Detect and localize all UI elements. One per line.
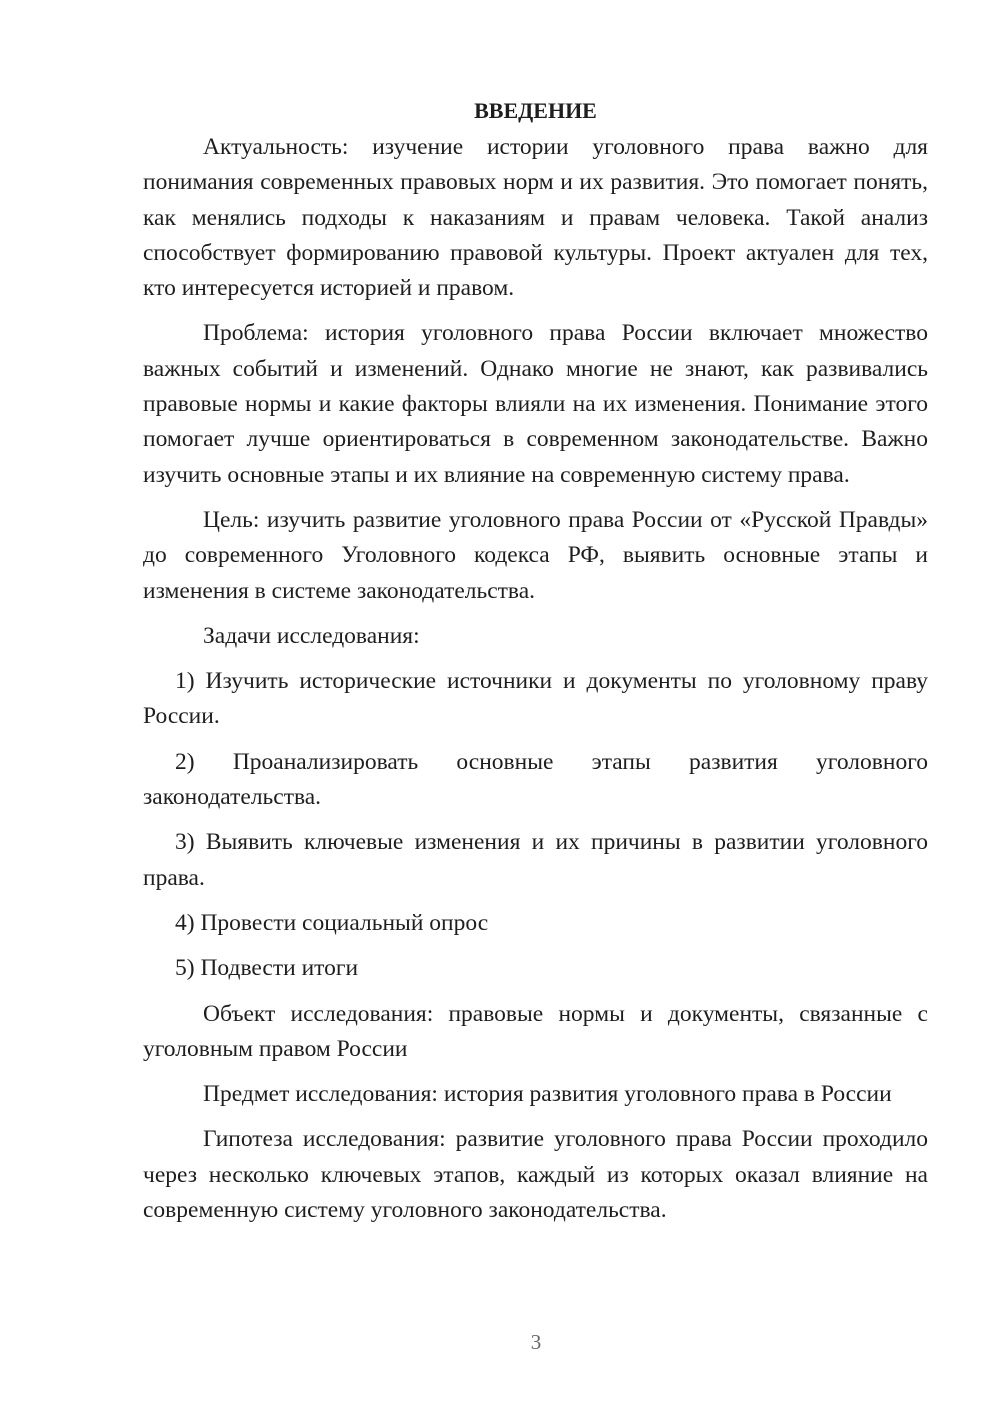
paragraph-subject: Предмет исследования: история развития уголовного права в России	[203, 1081, 892, 1108]
list-item-task-2: 2) Проанализировать основные этапы развития уголовного законодательства.	[143, 748, 928, 811]
list-item-task-3: 3) Выявить ключевые изменения и их причины в развитии уголовного права.	[143, 829, 928, 891]
paragraph-tasks-heading: Задачи исследования:	[203, 622, 420, 649]
list-item-task-1: 1) Изучить исторические источники и документы по уголовному праву России.	[143, 668, 928, 730]
list-item-task-4: 4) Провести социальный опрос	[175, 909, 489, 936]
page-title: ВВЕДЕНИЕ	[474, 98, 597, 123]
paragraph-goal: Цель: изучить развитие уголовного права России от «Русской Правды» до современного Уголовного кодекса РФ, выявить основные этапы и изменения в системе законодательства.	[143, 506, 928, 604]
paragraph-problem: Проблема: история уголовного права России включает множество важных событий и изменений. Однако многие не знают, как развивались правовые нормы и какие факторы влияли на их изменения. Понимание этого помогает лучше ориентироваться в современном законодательстве. Важно изучить основные этапы и их влияние на современную систему права.	[143, 320, 928, 488]
paragraph-object: Объект исследования: правовые нормы и документы, связанные с уголовным правом России	[143, 1000, 928, 1062]
document-page	[143, 93, 928, 1228]
paragraph-relevance: Актуальность: изучение истории уголовного права важно для понимания современных правовых норм и их развития. Это помогает понять, как менялись подходы к наказаниям и правам человека. Такой анализ способствует формированию правовой культуры. Проект актуален для тех, кто интересуется историей и правом.	[143, 134, 928, 302]
paragraph-hypothesis: Гипотеза исследования: развитие уголовного права России проходило через несколько ключевых этапов, каждый из которых оказал влияние на современную систему уголовного законодательства.	[143, 1126, 928, 1224]
list-item-task-5: 5) Подвести итоги	[175, 955, 359, 982]
page-number: 3	[530, 1330, 542, 1354]
